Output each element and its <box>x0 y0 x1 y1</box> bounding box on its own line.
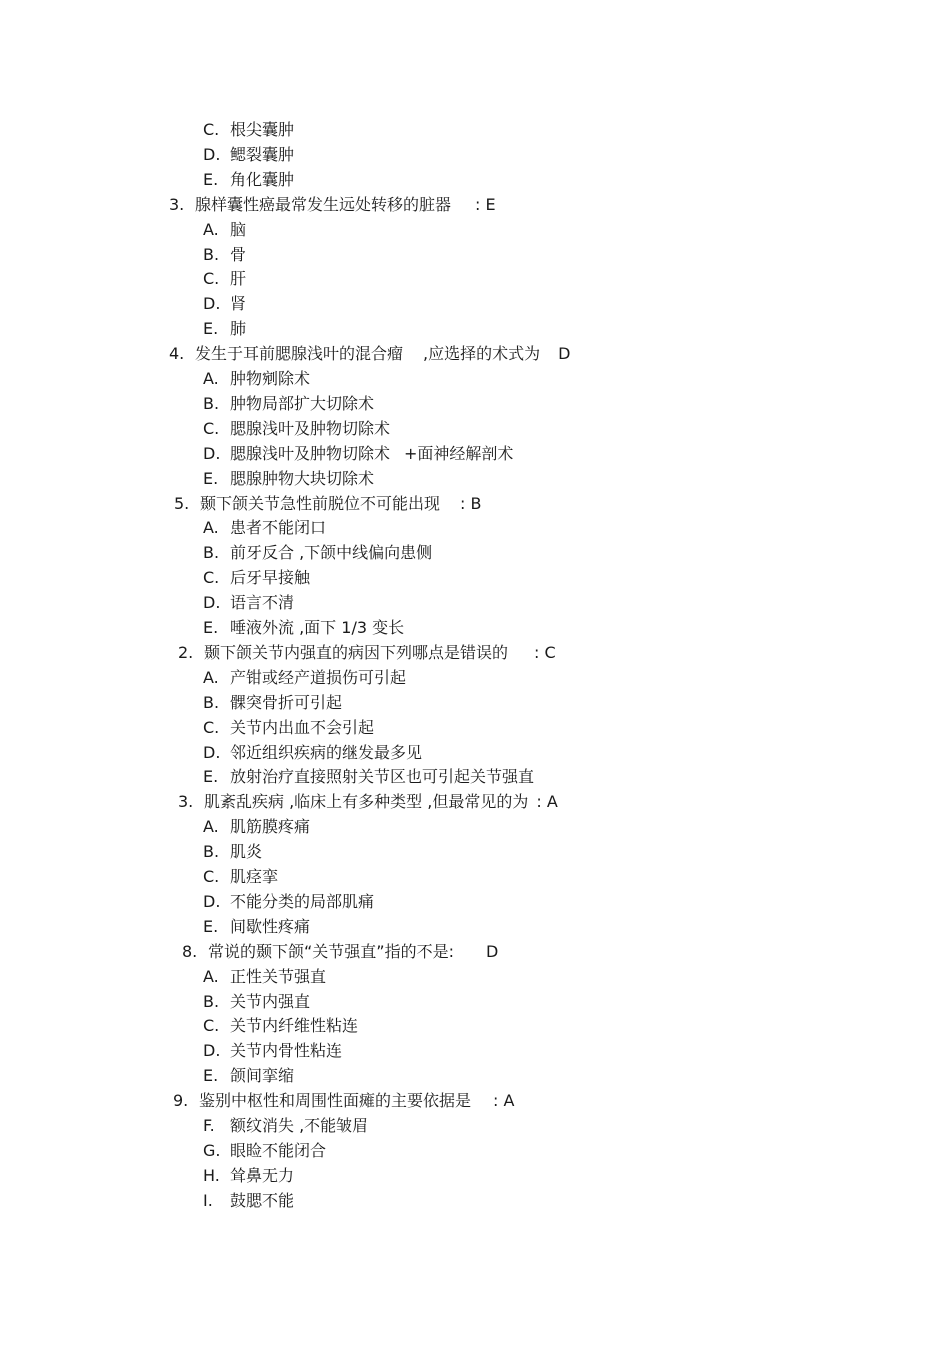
question-line <box>178 641 556 665</box>
option-line <box>203 1039 342 1063</box>
option-line <box>203 741 422 765</box>
option-line <box>203 915 310 939</box>
question-text: 鉴别中枢性和周围性面瘫的主要依据是 <box>199 1091 472 1111</box>
option-label: A. <box>203 667 219 687</box>
option-line <box>203 292 246 316</box>
option-text: 腮腺浅叶及肿物切除术 <box>230 418 391 438</box>
answer-key: : C <box>534 642 556 662</box>
option-label: E. <box>203 319 219 339</box>
option-label: D. <box>203 443 221 463</box>
option-line <box>203 815 310 839</box>
option-label: E. <box>203 618 219 637</box>
option-line <box>203 1064 294 1088</box>
option-label: C. <box>203 717 220 737</box>
option-label: D. <box>203 294 221 314</box>
answer-key: : A <box>536 792 558 812</box>
question-line <box>173 1089 514 1113</box>
option-line <box>203 890 374 914</box>
option-text: 正性关节强直 <box>230 966 327 986</box>
question-line <box>169 193 496 217</box>
question-number: 3. <box>169 194 185 214</box>
option-line <box>203 990 310 1014</box>
option-text: 邻近组织疾病的继发最多见 <box>230 742 423 762</box>
option-label: A. <box>203 518 219 538</box>
option-label: A. <box>203 966 219 986</box>
option-label: I. <box>203 1190 213 1210</box>
option-text: 唾液外流 ,面下 1/3 变长 <box>230 618 405 637</box>
option-line <box>203 840 262 864</box>
option-text: 肌炎 <box>230 842 263 862</box>
option-text: 肌痉挛 <box>230 867 279 886</box>
option-text: 脑 <box>230 219 247 239</box>
option-line <box>203 1164 294 1188</box>
option-line <box>203 666 406 690</box>
answer-key: D <box>485 941 499 961</box>
option-text: 患者不能闭口 <box>230 518 327 538</box>
question-number: 3. <box>178 792 194 812</box>
option-text: 颌间挛缩 <box>230 1066 295 1086</box>
option-line <box>203 118 294 142</box>
option-line <box>203 392 374 416</box>
question-number: 9. <box>173 1091 189 1111</box>
option-line <box>203 442 513 466</box>
option-label: B. <box>203 842 220 862</box>
option-text: 鳃裂囊肿 <box>230 144 295 164</box>
option-label: E. <box>203 468 219 488</box>
option-text: 关节内骨性粘连 <box>230 1041 343 1061</box>
option-text-extra: +面神经解剖术 <box>404 443 514 463</box>
option-line <box>203 218 246 242</box>
question-line <box>169 342 570 366</box>
option-line <box>203 716 374 740</box>
option-text: 肾 <box>230 294 247 314</box>
answer-key: : A <box>493 1091 515 1111</box>
option-label: H. <box>203 1165 220 1185</box>
answer-key: : E <box>475 194 496 214</box>
option-line <box>203 143 294 167</box>
option-line <box>203 168 294 192</box>
option-label: B. <box>203 393 220 413</box>
question-number: 5. <box>174 493 190 513</box>
option-text: 耸鼻无力 <box>230 1165 295 1185</box>
option-text: 间歇性疼痛 <box>230 916 311 936</box>
option-line <box>203 243 246 267</box>
option-text: 放射治疗直接照射关节区也可引起关节强直 <box>230 767 535 787</box>
option-label: A. <box>203 817 219 837</box>
option-label: B. <box>203 244 220 264</box>
option-label: D. <box>203 1041 221 1061</box>
option-line <box>203 541 432 565</box>
option-label: D. <box>203 891 221 911</box>
option-label: C. <box>203 568 220 588</box>
option-text: 肌筋膜疼痛 <box>230 817 311 837</box>
option-text: 肝 <box>230 269 247 289</box>
option-text: 髁突骨折可引起 <box>230 692 343 712</box>
option-text: 关节内强直 <box>230 991 311 1011</box>
option-label: G. <box>203 1140 221 1160</box>
option-text: 根尖囊肿 <box>230 120 295 139</box>
question-text: 颞下颌关节急性前脱位不可能出现 <box>200 493 441 513</box>
option-text: 额纹消失 ,不能皱眉 <box>230 1116 369 1135</box>
option-line <box>203 267 246 291</box>
question-line <box>178 790 558 814</box>
question-text: 肌紊乱疾病 ,临床上有多种类型 ,但最常见的为 <box>204 792 529 812</box>
option-line <box>203 591 294 615</box>
option-line <box>203 616 404 640</box>
option-line <box>203 1014 358 1038</box>
option-text: 眼睑不能闭合 <box>230 1140 327 1160</box>
option-text: 角化囊肿 <box>230 169 295 189</box>
option-line <box>203 417 390 441</box>
option-text: 肿物剜除术 <box>230 369 311 388</box>
option-label: E. <box>203 169 219 189</box>
option-label: E. <box>203 1066 219 1086</box>
question-line <box>182 940 498 964</box>
option-line <box>203 1189 294 1213</box>
question-text: 腺样囊性癌最常发生远处转移的脏器 <box>195 194 452 214</box>
option-label: C. <box>203 120 220 139</box>
question-number: 8. <box>182 941 198 961</box>
option-label: F. <box>203 1116 215 1135</box>
option-line <box>203 317 246 341</box>
option-label: B. <box>203 991 220 1011</box>
option-text: 后牙早接触 <box>230 568 311 588</box>
option-text: 腮腺浅叶及肿物切除术 <box>230 443 391 463</box>
option-line <box>203 1139 326 1163</box>
option-text: 前牙反合 ,下颌中线偏向患侧 <box>230 543 433 563</box>
option-label: C. <box>203 418 220 438</box>
answer-key: D <box>558 344 571 364</box>
option-line <box>203 865 278 889</box>
option-label: D. <box>203 144 221 164</box>
option-label: B. <box>203 543 220 563</box>
option-label: E. <box>203 767 219 787</box>
option-line <box>203 367 310 391</box>
option-text: 肿物局部扩大切除术 <box>230 393 375 413</box>
option-label: C. <box>203 269 220 289</box>
option-text: 骨 <box>230 244 247 264</box>
question-number: 4. <box>169 344 185 364</box>
option-line <box>203 516 326 540</box>
option-label: B. <box>203 692 220 712</box>
option-text: 不能分类的局部肌痛 <box>230 891 375 911</box>
option-text: 腮腺肿物大块切除术 <box>230 468 375 488</box>
option-line <box>203 691 342 715</box>
option-text: 肺 <box>230 319 247 339</box>
option-line <box>203 1114 368 1138</box>
question-text-continued: ,应选择的术式为 <box>423 344 541 364</box>
option-label: C. <box>203 867 220 886</box>
option-text: 产钳或经产道损伤可引起 <box>230 667 407 687</box>
option-text: 鼓腮不能 <box>230 1190 295 1210</box>
question-text: 颞下颌关节内强直的病因下列哪点是错误的 <box>204 642 509 662</box>
answer-key: : B <box>460 493 482 513</box>
question-text: 常说的颞下颌“关节强直”指的不是: <box>208 941 454 961</box>
option-line <box>203 765 534 789</box>
option-label: A. <box>203 369 219 388</box>
question-number: 2. <box>178 642 194 662</box>
option-line <box>203 566 310 590</box>
question-line <box>174 492 481 516</box>
option-label: D. <box>203 742 221 762</box>
option-label: E. <box>203 916 219 936</box>
option-line <box>203 965 326 989</box>
option-text: 关节内出血不会引起 <box>230 717 375 737</box>
option-text: 语言不清 <box>230 593 295 613</box>
question-text: 发生于耳前腮腺浅叶的混合瘤 <box>195 344 404 364</box>
option-label: C. <box>203 1016 220 1036</box>
option-line <box>203 467 374 491</box>
option-label: A. <box>203 219 219 239</box>
option-text: 关节内纤维性粘连 <box>230 1016 359 1036</box>
option-label: D. <box>203 593 221 613</box>
